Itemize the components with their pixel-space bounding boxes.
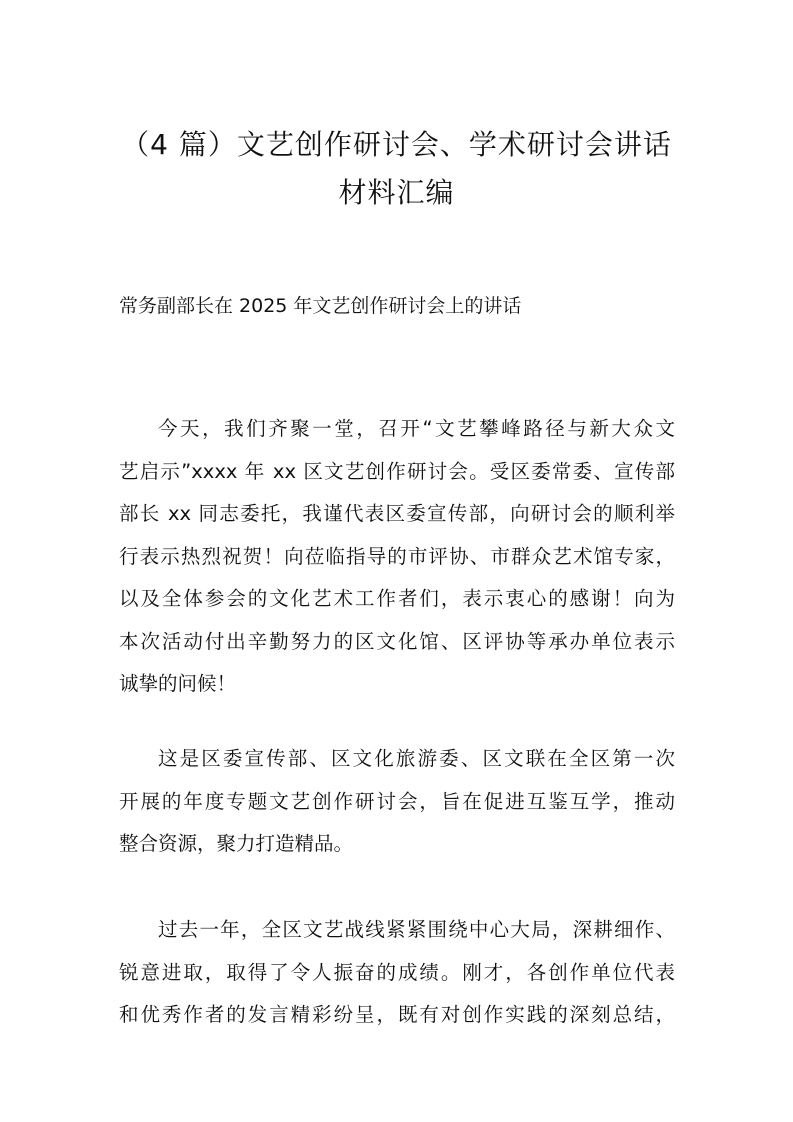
paragraph-line: 今天，我们齐聚一堂，召开“文艺攀峰路径与新大众文 <box>158 417 675 440</box>
paragraph-line: 本次活动付出辛勤努力的区文化馆、区评协等承办单位表示 <box>119 629 675 653</box>
paragraph-2 <box>119 738 675 866</box>
document-title-line-1: （4 篇）文艺创作研讨会、学术研讨会讲话 <box>121 128 672 161</box>
paragraph-line: 过去一年，全区文艺战线紧紧围绕中心大局，深耕细作、 <box>158 918 675 941</box>
paragraph-line: 这是区委宣传部、区文化旅游委、区文联在全区第一次 <box>158 747 675 770</box>
paragraph-line: 部长 xx 同志委托，我谨代表区委宣传部，向研讨会的顺利举 <box>119 502 675 525</box>
paragraph-line: 诚挚的问候！ <box>119 672 237 695</box>
paragraph-line: 整合资源，聚力打造精品。 <box>119 832 354 855</box>
paragraph-line: 艺启示”xxxx 年 xx 区文艺创作研讨会。受区委常委、宣传部 <box>119 459 675 483</box>
paragraph-line: 以及全体参会的文化艺术工作者们，表示衷心的感谢！向为 <box>119 587 675 610</box>
document-title-line-2: 材料汇编 <box>338 176 455 209</box>
paragraph-line: 和优秀作者的发言精彩纷呈，既有对创作实践的深刻总结， <box>119 1003 675 1026</box>
paragraph-1 <box>119 408 675 706</box>
speech-subtitle: 常务副部长在 2025 年文艺创作研讨会上的讲话 <box>119 295 522 317</box>
paragraph-line: 开展的年度专题文艺创作研讨会，旨在促进互鉴互学，推动 <box>119 789 675 813</box>
paragraph-line: 锐意进取，取得了令人振奋的成绩。刚才，各创作单位代表 <box>119 960 675 984</box>
paragraph-line: 行表示热烈祝贺！向莅临指导的市评协、市群众艺术馆专家， <box>119 544 675 568</box>
paragraph-3 <box>119 909 675 1037</box>
